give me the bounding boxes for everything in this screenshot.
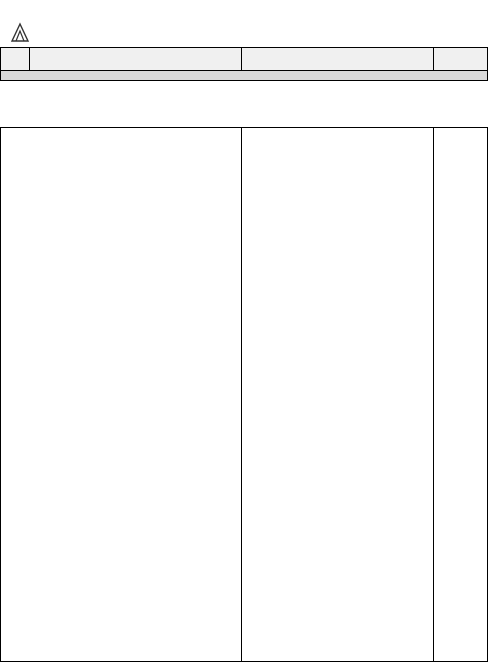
municipal-crest-icon [9, 21, 31, 43]
municipal-logo [6, 17, 92, 43]
requirements-divider-left [241, 128, 242, 661]
header-fee [433, 48, 487, 70]
header-requirements [241, 48, 434, 70]
header-number [1, 48, 30, 70]
header-denomination [29, 48, 242, 70]
service-table-body [0, 127, 488, 662]
table-header [0, 47, 488, 71]
gerencia-banner [0, 71, 488, 81]
fee-divider-left [433, 128, 434, 661]
